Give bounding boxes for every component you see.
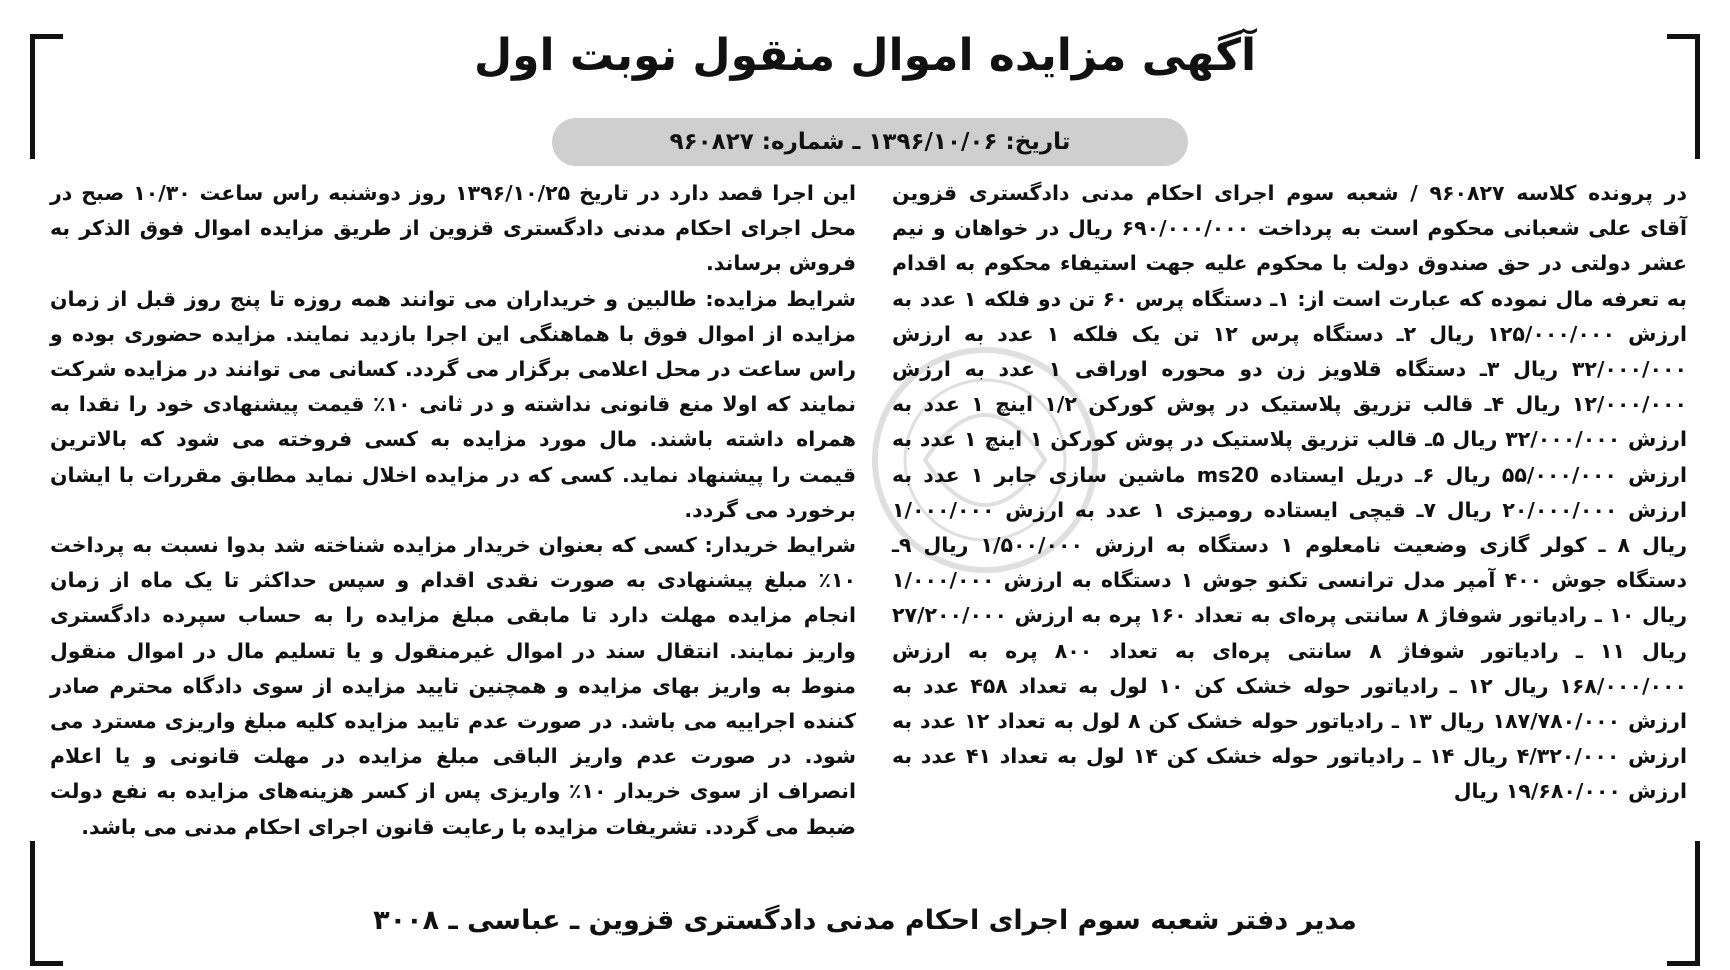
item-list-text: در پرونده کلاسه ۹۶۰۸۲۷ / شعبه سوم اجرای احکام مدنی دادگستری قزوین آقای علی شعبانی محکوم است به پرداخت ۶۹۰/۰۰۰/۰۰۰ ریال در خواهان و نیم عشر دولتی در حق صندوق دولت با محکوم علیه جهت استیفاء محکوم به اقدام به تعرفه مال نموده که عبارت است از: ۱ـ دستگاه پرس ۶۰ تن دو فلکه ۱ عدد به ارزش ۱۲۵/۰۰۰/۰۰۰ ریال ۲ـ دستگاه پرس ۱۲ تن یک فلکه ۱ عدد به ارزش ۳۲/۰۰۰/۰۰۰ ریال ۳ـ دستگاه قلاویز زن دو محوره اوراقی ۱ عدد به ارزش ۱۲/۰۰۰/۰۰۰ ریال ۴ـ قالب تزریق پلاستیک در پوش کورکن ۱/۲ اینچ ۱ عدد به ارزش ۳۲/۰۰۰/۰۰۰ ریال ۵ـ قالب تزریق پلاستیک در پوش کورکن ۱ اینچ ۱ عدد به ارزش ۵۵/۰۰۰/۰۰۰ ریال ۶ـ دریل ایستاده ms20 ماشین سازی جابر ۱ عدد به ارزش ۲۰/۰۰۰/۰۰۰ ریال ۷ـ قیچی ایستاده رومیزی ۱ عدد به ارزش ۱/۰۰۰/۰۰۰ ریال ۸ ـ کولر گازی وضعیت نامعلوم ۱ دستگاه به ارزش ۱/۵۰۰/۰۰۰ ریال ۹ـ دستگاه جوش ۴۰۰ آمپر مدل ترانسی تکنو جوش ۱ دستگاه به ارزش ۱/۰۰۰/۰۰۰ ریال ۱۰ ـ رادیاتور شوفاژ ۸ سانتی پره‌ای به تعداد ۱۶۰ پره به ارزش ۲۷/۲۰۰/۰۰۰ ریال ۱۱ ـ رادیاتور شوفاژ ۸ سانتی پره‌ای به تعداد ۸۰۰ پره به ارزش ۱۶۸/۰۰۰/۰۰۰ ریال ۱۲ ـ رادیاتور حوله خشک کن ۱۰ لول به تعداد ۴۵۸ عدد به ارزش ۱۸۷/۷۸۰/۰۰۰ ریال ۱۳ ـ رادیاتور حوله خشک کن ۸ لول به تعداد ۱۲ عدد به ارزش ۴/۳۲۰/۰۰۰ ریال ۱۴ ـ رادیاتور حوله خشک کن ۱۴ لول به تعداد ۴۱ عدد به ارزش ۱۹/۶۸۰/۰۰۰ ریال bbox=[892, 181, 1688, 804]
auction-intro-text: این اجرا قصد دارد در تاریخ ۱۳۹۶/۱۰/۲۵ روز دوشنبه راس ساعت ۱۰/۳۰ صبح در محل اجرای احکام مدنی دادگستری قزوین از طریق مزایده اموال فوق الذکر به فروش برساند. bbox=[50, 181, 856, 276]
buyer-conditions-text: شرایط خریدار: کسی که بعنوان خریدار مزایده شناخته شد بدوا نسبت به پرداخت ۱۰٪ مبلغ پیشنهادی به صورت نقدی اقدام و سپس حداکثر تا یک ماه از زمان انجام مزایده مهلت دارد تا مابقی مبلغ مزایده را به حساب سپرده دادگستری واریز نمایند. انتقال سند در اموال غیرمنقول و یا تسلیم مال در اموال منقول منوط به واریز بهای مزایده و همچنین تایید مزایده از سوی دادگاه محترم صادر کننده اجراییه می باشد. در صورت عدم تایید مزایده کلیه مبلغ واریزی مسترد می شود. در صورت عدم واریز الباقی مبلغ مزایده در مهلت قانونی و یا اعلام انصراف از سوی خریدار ۱۰٪ واریزی پس از کسر هزینه‌های مزایده به نفع دولت ضبط می گردد. تشریفات مزایده با رعایت قانون اجرای احکام مدنی می باشد. bbox=[50, 533, 856, 839]
item-list-column bbox=[892, 176, 1687, 896]
date-number-badge: تاریخ: ۱۳۹۶/۱۰/۰۶ ـ شماره: ۹۶۰۸۲۷ bbox=[552, 118, 1188, 166]
auction-conditions-text: شرایط مزایده: طالبین و خریداران می توانند همه روزه تا پنج روز قبل از زمان مزایده از اموال فوق با هماهنگی این اجرا بازدید نمایند. مزایده حضوری بوده و راس ساعت در محل اعلامی برگزار می گردد. کسانی می توانند در مزایده شرکت نمایند که اولا منع قانونی نداشته و در ثانی ۱۰٪ قیمت پیشنهادی خود را نقدا به همراه داشته باشند. مال مورد مزایده به کسی فروخته می شود که بالاترین قیمت را پیشنهاد نماید. کسی که در مزایده اخلال نماید مطابق مقررات با ایشان برخورد می گردد. bbox=[50, 286, 856, 522]
notice-title: آگهی مزایده اموال منقول نوبت اول bbox=[473, 30, 1257, 81]
auction-terms-column bbox=[50, 176, 856, 896]
signature-line: مدیر دفتر شعبه سوم اجرای احکام مدنی دادگستری قزوین ـ عباسی ـ ۳۰۰۸ bbox=[373, 905, 1357, 936]
